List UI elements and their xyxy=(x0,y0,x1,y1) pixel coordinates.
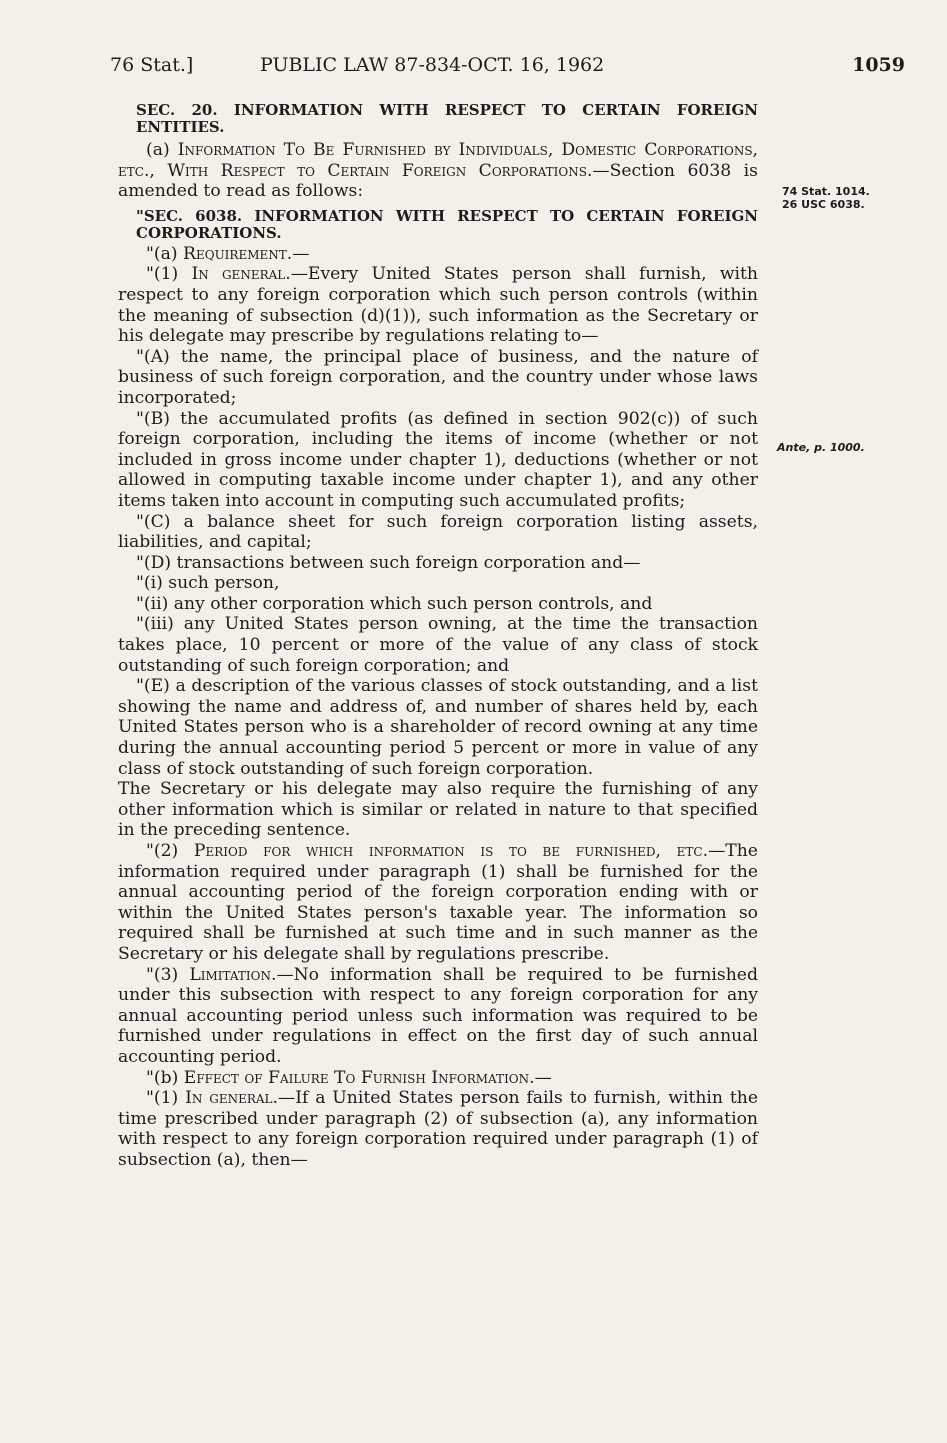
paragraph-3: "(3) Limitation.—No information shall be required to be furnished under this subsection with respect to any foreign corporation for any annual accounting period unless such information was required to be furnished under regulations in effect on the first day of such annual accounting period. xyxy=(118,964,758,1067)
clause-D-iii: "(iii) any United States person owning, at the time the transaction takes place, 10 percent or more of the value of any class of stock outstanding of such foreign corporation; and xyxy=(118,614,758,676)
clause-B: "(B) the accumulated profits (as defined in section 902(c)) of such foreign corporation, including the items of income (whether or not included in gross income under chapter 1), deductions (whether or not allowed in computing taxable income under chapter 1), and any other items taken into account in computing such accumulated profits; xyxy=(118,408,758,511)
page-number: 1059 xyxy=(852,54,905,76)
running-header xyxy=(110,54,905,84)
clause-A: "(A) the name, the principal place of business, and the nature of business of such foreign corporation, and the country under whose laws incorporated; xyxy=(118,346,758,408)
section-6038-heading: "SEC. 6038. INFORMATION WITH RESPECT TO CERTAIN FOREIGN CORPORATIONS. xyxy=(136,206,758,242)
clause-D: "(D) transactions between such foreign corporation and— xyxy=(136,552,641,573)
header-volume: 76 Stat.] xyxy=(110,54,194,76)
margin-note-usc: 26 USC 6038. xyxy=(782,198,865,211)
secretary-sentence: The Secretary or his delegate may also require the furnishing of any other information which is similar or related in nature to that specified in the preceding sentence. xyxy=(118,779,758,841)
subsection-a: (a) Information To Be Furnished by Individuals, Domestic Corporations, etc., With Respect to Certain Foreign Corporations.—Section 6038 is amended to read as follows: xyxy=(118,140,758,202)
header-title: PUBLIC LAW 87-834-OCT. 16, 1962 xyxy=(260,54,605,76)
paragraph-1: "(1) In general.—Every United States person shall furnish, with respect to any foreign corporation which such person controls (within the meaning of subsection (d)(1)), such information as the Secretary or his delegate may prescribe by regulations relating to— xyxy=(118,264,758,347)
section-20-heading: SEC. 20. INFORMATION WITH RESPECT TO CERTAIN FOREIGN ENTITIES. xyxy=(136,101,758,136)
statute-text xyxy=(118,102,758,1171)
clause-D-ii: "(ii) any other corporation which such person controls, and xyxy=(136,593,653,614)
clause-D-i: "(i) such person, xyxy=(136,573,280,594)
clause-C: "(C) a balance sheet for such foreign corporation listing assets, liabilities, and capital; xyxy=(118,511,758,553)
requirement-heading: "(a) Requirement.— xyxy=(146,243,310,264)
subsection-b-heading: "(b) Effect of Failure To Furnish Information.— xyxy=(146,1067,552,1088)
margin-note-citation xyxy=(782,185,870,211)
margin-note-ante: Ante, p. 1000. xyxy=(777,441,865,454)
clause-E: "(E) a description of the various classes of stock outstanding, and a list showing the name and address of, and number of shares held by, each United States person who is a shareholder of record owning at any time during the annual accounting period 5 percent or more in value of any class of stock outstanding of such foreign corporation. xyxy=(118,676,758,779)
subsection-a-title: Information To Be Furnished by Individuals, Domestic Corporations, etc., With Respect to Certain Foreign Corporations. xyxy=(118,140,758,181)
subsection-b-paragraph-1: "(1) In general.—If a United States person fails to furnish, within the time prescribed under paragraph (2) of subsection (a), any information with respect to any foreign corporation required under paragraph (1) of subsection (a), then— xyxy=(118,1088,758,1170)
margin-note-stat: 74 Stat. 1014. xyxy=(782,185,870,198)
paragraph-2: "(2) Period for which information is to be furnished, etc.—The information required under paragraph (1) shall be furnished for the annual accounting period of the foreign corporation ending with or within the United States person's taxable year. The information so required shall be furnished at such time and in such manner as the Secretary or his delegate shall by regulations prescribe. xyxy=(118,841,758,964)
